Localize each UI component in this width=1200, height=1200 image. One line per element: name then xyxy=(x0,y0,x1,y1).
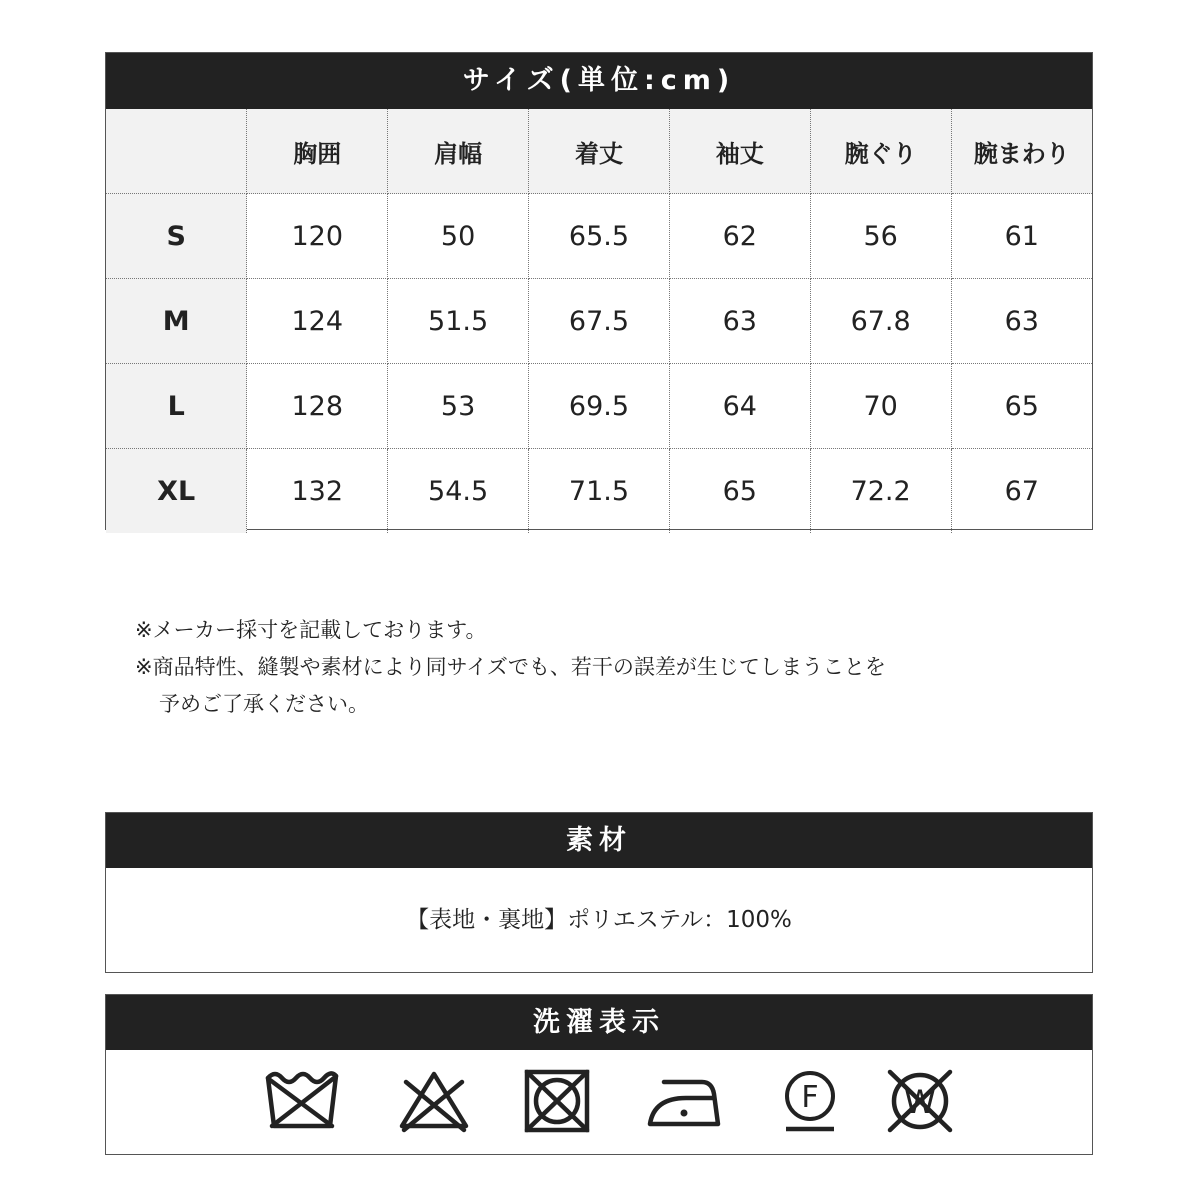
table-cell: 54.5 xyxy=(388,449,529,534)
table-cell: 65 xyxy=(669,449,810,534)
table-cell: 65.5 xyxy=(529,194,670,279)
table-cell: 67 xyxy=(951,449,1092,534)
table-cell: 128 xyxy=(247,364,388,449)
header-cell-sleeve: 袖丈 xyxy=(669,109,810,194)
no-wash-icon xyxy=(264,1068,340,1134)
material-section xyxy=(105,812,1093,973)
table-cell: 62 xyxy=(669,194,810,279)
care-title: 洗濯表示 xyxy=(106,995,1092,1050)
size-table-header-row xyxy=(106,109,1092,194)
table-cell: 71.5 xyxy=(529,449,670,534)
material-text: 【表地・裏地】ポリエステル：100% xyxy=(406,907,792,933)
header-cell-armhole: 腕ぐり xyxy=(810,109,951,194)
size-label: S xyxy=(106,194,247,279)
table-cell: 65 xyxy=(951,364,1092,449)
size-table xyxy=(106,109,1092,533)
table-cell: 72.2 xyxy=(810,449,951,534)
table-cell: 61 xyxy=(951,194,1092,279)
note-line: 予めご了承ください。 xyxy=(159,692,369,716)
care-section xyxy=(105,994,1093,1155)
table-cell: 120 xyxy=(247,194,388,279)
low-iron-icon xyxy=(646,1068,722,1134)
size-table-title: サイズ(単位:cm) xyxy=(106,53,1092,109)
header-cell-empty xyxy=(106,109,247,194)
dry-clean-letter: F xyxy=(801,1080,819,1115)
care-icons xyxy=(106,1050,1092,1154)
table-cell: 132 xyxy=(247,449,388,534)
note-line: ※メーカー採寸を記載しております。 xyxy=(135,618,487,642)
header-cell-chest: 胸囲 xyxy=(247,109,388,194)
no-wet-clean-icon xyxy=(882,1068,958,1134)
table-cell: 50 xyxy=(388,194,529,279)
table-cell: 124 xyxy=(247,279,388,364)
dry-clean-f-icon xyxy=(772,1068,848,1134)
size-label: M xyxy=(106,279,247,364)
table-cell: 56 xyxy=(810,194,951,279)
table-cell: 69.5 xyxy=(529,364,670,449)
table-cell: 63 xyxy=(951,279,1092,364)
table-row xyxy=(106,449,1092,534)
no-tumble-dry-icon xyxy=(519,1068,595,1134)
measurement-notes xyxy=(135,612,886,723)
no-bleach-icon xyxy=(396,1068,472,1134)
header-cell-length: 着丈 xyxy=(529,109,670,194)
size-section xyxy=(105,52,1093,530)
table-row xyxy=(106,194,1092,279)
header-cell-shoulder: 肩幅 xyxy=(388,109,529,194)
table-cell: 70 xyxy=(810,364,951,449)
table-cell: 51.5 xyxy=(388,279,529,364)
size-label: XL xyxy=(106,449,247,534)
wet-clean-letter: W xyxy=(904,1083,936,1121)
table-cell: 67.8 xyxy=(810,279,951,364)
table-cell: 53 xyxy=(388,364,529,449)
note-line: ※商品特性、縫製や素材により同サイズでも、若干の誤差が生じてしまうことを xyxy=(135,655,886,679)
size-label: L xyxy=(106,364,247,449)
table-cell: 67.5 xyxy=(529,279,670,364)
table-row xyxy=(106,364,1092,449)
table-cell: 64 xyxy=(669,364,810,449)
material-title: 素材 xyxy=(106,813,1092,868)
table-cell: 63 xyxy=(669,279,810,364)
header-cell-arm-circumference: 腕まわり xyxy=(951,109,1092,194)
table-row xyxy=(106,279,1092,364)
